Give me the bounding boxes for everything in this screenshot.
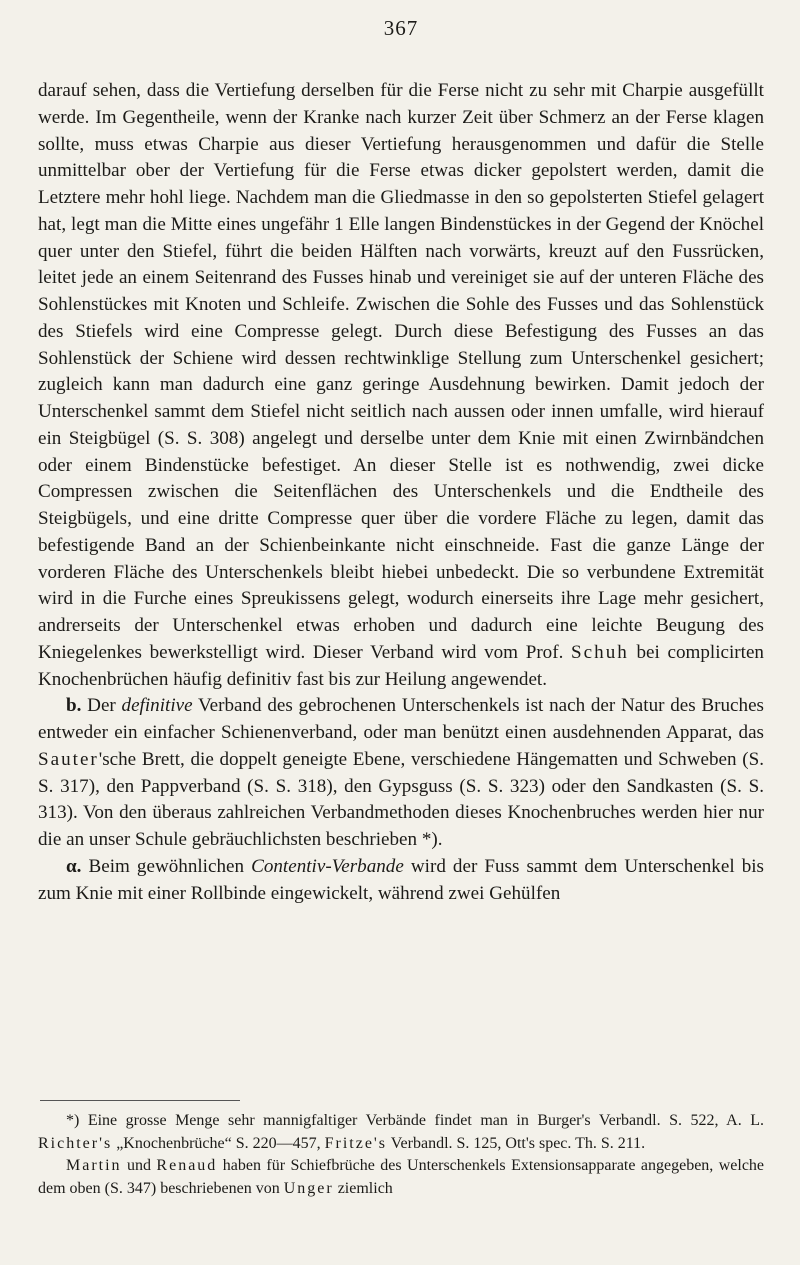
footnote-1	[38, 1110, 764, 1155]
footnote-2	[38, 1155, 764, 1200]
page-number: 367	[383, 16, 419, 40]
footnote-1-end: Verbandl. S. 125, Ott's spec. Th. S. 211.	[390, 1134, 646, 1152]
paragraph-1-text: darauf sehen, dass die Vertiefung derselben für die Ferse nicht zu sehr mit Charpie ausgefüllt werde. Im Gegentheile, wenn der Kranke nach kurzer Zeit über Schmerz an der Ferse klagen sollte, muss etwas Charpie aus dieser Vertiefung herausgenommen und dafür die Stelle unmittelbar ober der Vertiefung für die Ferse etwas dicker gepolstert werden, damit die Letztere mehr hohl liege. Nachdem man die Gliedmasse in den so gepolsterten Stiefel gelagert hat, legt man die Mitte eines ungefähr 1 Elle langen Bindenstückes in der Gegend der Knöchel quer unter den Stiefel, führt die beiden Hälften nach vorwärts, kreuzt auf den Fussrücken, leitet jede an einem Seitenrand des Fusses hinab und vereiniget sie auf der unteren Fläche des Sohlenstückes mit Knoten und Schleife. Zwischen die Sohle des Fusses und das Sohlenstück des Stiefels wird eine Compresse gelegt. Durch diese Befestigung des Fusses an das Sohlenstück der Schiene wird dessen rechtwinklige Stellung zum Unterschenkel gesichert; zugleich kann man dadurch eine ganz geringe Ausdehnung bewirken. Damit jedoch der Unterschenkel sammt dem Stiefel nicht seitlich nach aussen oder innen umfalle, wird hierauf ein Steigbügel (S. S. 308) angelegt und derselbe unter dem Knie mit einen Zwirnbändchen oder einem Bindenstücke befestiget. An dieser Stelle ist es nothwendig, zwei dicke Compressen zwischen die Seitenflächen des Unterschenkels und die Endtheile des Steigbügels, und eine dritte Compresse quer über die vordere Fläche zu legen, damit das befestigende Band an der Schienbeinkante nicht einschneide. Fast die ganze Länge der vorderen Fläche des Unterschenkels bleibt hiebei unbedeckt. Die so verbundene Extremität wird in die Furche eines Spreukissens gelegt, wodurch einerseits ihre Lage mehr gesichert, andrerseits der Unterschenkel etwas erhoben und dadurch eine leichte Beugung des Kniegelenkes bewerkstelligt wird. Dieser Verband wird vom Prof.	[38, 80, 764, 663]
paragraph-1-end: bei complicirten Knochenbrüchen häufig definitiv fast bis zur Heilung angewendet.	[38, 641, 764, 690]
author-name-schuh: Schuh	[571, 641, 629, 663]
author-name-richter: Richter's	[38, 1134, 113, 1152]
section-marker-b: b.	[66, 695, 82, 717]
section-marker-alpha: α.	[66, 855, 82, 877]
footnote-divider	[40, 1100, 240, 1101]
emphasis-definitive: definitive	[121, 695, 193, 717]
author-name-sauter: Sauter	[38, 748, 99, 770]
footnotes	[38, 1110, 764, 1200]
body-text	[38, 78, 764, 907]
paragraph-3-text: wird der Fuss sammt dem Unterschenkel bis zum Knie mit einer Rollbinde eingewickelt, während zwei Gehülfen	[38, 855, 764, 904]
footnote-2-text: haben für Schiefbrüche des Unterschenkels Extensionsapparate angegeben, welche dem oben (S. 347) beschriebenen von	[38, 1157, 765, 1197]
footnote-1-mid: „Knochenbrüche“ S. 220—457,	[116, 1134, 321, 1152]
paragraph-2-rest: 'sche Brett, die doppelt geneigte Ebene, verschiedene Hängematten und Schweben (S. S. 317), den Pappverband (S. S. 318), den Gypsguss (S. S. 323) oder den Sandkasten (S. S. 313). Von den überaus zahlreichen Verbandmethoden dieses Knochenbruches werden hier nur die an unser Schule gebräuchlichsten beschrieben *).	[38, 748, 764, 850]
footnote-1-text: *) Eine grosse Menge sehr mannigfaltiger Verbände findet man in Burger's Verbandl. S. 522, A. L.	[66, 1112, 764, 1129]
paragraph-3-lead: Beim gewöhnlichen	[88, 855, 245, 877]
author-name-martin: Martin	[66, 1157, 122, 1174]
author-name-renaud: Renaud	[156, 1157, 218, 1174]
author-name-fritze: Fritze's	[324, 1134, 388, 1152]
author-name-unger: Unger	[283, 1179, 334, 1197]
emphasis-contentiv: Contentiv-Verbande	[251, 855, 404, 877]
paragraph-1	[38, 78, 764, 693]
footnote-2-conj: und	[126, 1157, 151, 1174]
footnote-2-end: ziemlich	[337, 1179, 393, 1197]
paragraph-2-text: Verband des gebrochenen Unterschenkels ist nach der Natur des Bruches entweder ein einfacher Schienenverband, oder man benützt einen ausdehnenden Apparat, das	[38, 695, 764, 743]
paragraph-2	[38, 693, 764, 854]
paragraph-3	[38, 854, 764, 908]
book-page	[38, 0, 764, 1265]
paragraph-2-lead: Der	[87, 695, 116, 717]
